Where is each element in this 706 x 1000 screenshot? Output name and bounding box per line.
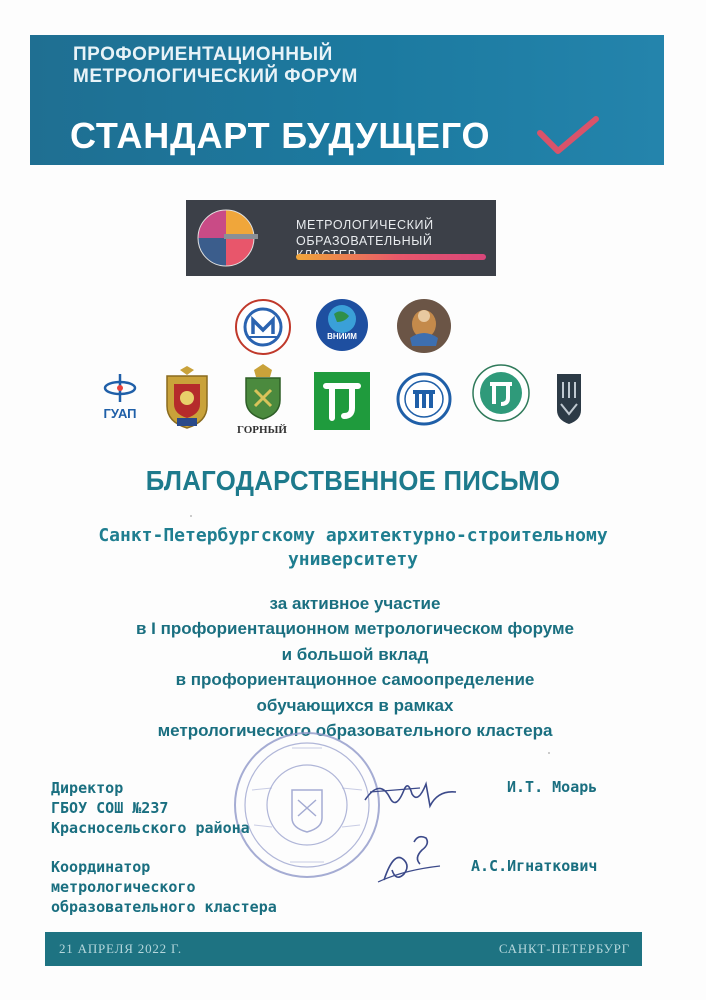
guap-label: ГУАП [103, 406, 137, 421]
banner-subtitle-line2: МЕТРОЛОГИЧЕСКИЙ ФОРУМ [73, 66, 358, 87]
recipient-line1: Санкт-Петербургскому архитектурно-строительному [98, 525, 608, 546]
banner-subtitle-line1: ПРОФОРИЕНТАЦИОННЫЙ [73, 44, 333, 65]
vniim-label: ВНИИМ [327, 332, 357, 341]
economic-university-logo [472, 364, 530, 422]
director-signature [360, 770, 470, 820]
coordinator-title [51, 857, 277, 917]
military-academy-logo [162, 366, 212, 430]
gorny-university-logo [240, 364, 286, 420]
cluster-emblem-icon [194, 206, 258, 270]
body-line: и большой вклад [281, 644, 429, 664]
eagle-emblem-logo [396, 298, 452, 354]
metrology-round-logo [234, 298, 292, 356]
recipient-block [30, 524, 676, 572]
coordinator-name: А.С.Игнаткович [471, 857, 598, 875]
checkmark-icon [536, 115, 600, 155]
coordinator-title-line: метрологического [51, 878, 196, 896]
footer-bar [45, 932, 642, 966]
scan-speck [548, 752, 550, 754]
footer-city: САНКТ-ПЕТЕРБУРГ [498, 941, 630, 956]
guap-logo [102, 372, 138, 404]
body-line: за активное участие [269, 594, 441, 613]
coordinator-signature [374, 830, 454, 890]
gorny-label: ГОРНЫЙ [237, 424, 287, 436]
body-line: в I профориентационном метрологическом форуме [135, 619, 575, 639]
gratitude-text [60, 591, 650, 743]
polytech-logo [314, 372, 370, 430]
footer-date: 21 АПРЕЛЯ 2022 Г. [59, 941, 182, 956]
cluster-gradient-bar [296, 254, 486, 260]
banner-title: СТАНДАРТ БУДУЩЕГО [70, 115, 491, 156]
body-line: метрологического образовательного кластера [157, 721, 553, 741]
cluster-text-line1: МЕТРОЛОГИЧЕСКИЙ [296, 218, 434, 232]
recipient-line2: университету [287, 549, 419, 570]
director-title-line: Красносельского района [51, 819, 250, 837]
document-heading: БЛАГОДАРСТВЕННОЕ ПИСЬМО [145, 465, 561, 496]
director-name: И.Т. Моарь [507, 778, 598, 796]
director-title-line: Директор [51, 779, 124, 797]
spbgasu-logo [553, 370, 585, 426]
vniim-logo [315, 298, 369, 354]
cluster-text-line2: ОБРАЗОВАТЕЛЬНЫЙ [296, 234, 433, 248]
coordinator-title-line: Координатор [51, 858, 151, 876]
body-line: в профориентационное самоопределение [175, 670, 535, 690]
coordinator-title-line: образовательного кластера [51, 898, 277, 916]
director-title [51, 778, 250, 838]
scan-speck [190, 515, 192, 517]
university-building-logo [396, 372, 452, 426]
cluster-logo [186, 200, 496, 276]
body-line: обучающихся в рамках [256, 695, 454, 715]
forum-banner [30, 35, 664, 165]
director-title-line: ГБОУ СОШ №237 [51, 799, 169, 817]
